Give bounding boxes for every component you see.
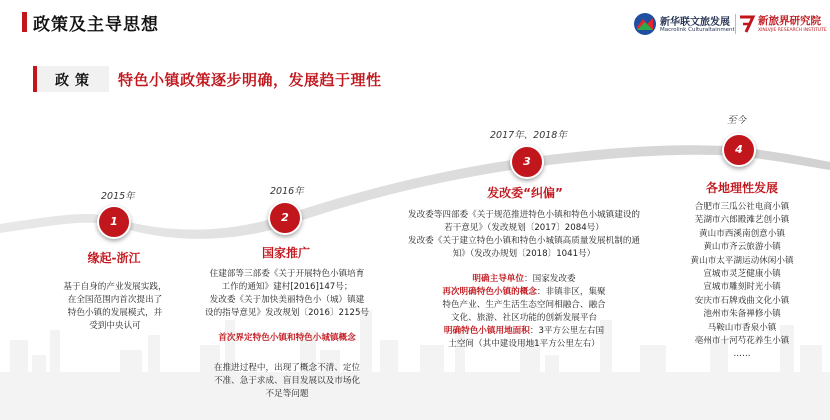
policy-label: 政策 xyxy=(55,73,95,89)
stage3-line: 若干意见》（发改规划〔2017〕2084号） xyxy=(444,223,604,233)
town-list-item: 黄山市西溪南创意小镇 xyxy=(699,228,785,239)
logo1-english-name: Macrolink Culturaltainment xyxy=(660,27,735,33)
stage1-line: 在全国范围内首次提出了 xyxy=(67,295,163,305)
town-list-item: 池州市朱备禅修小镇 xyxy=(703,309,781,320)
stage3-concept xyxy=(413,286,635,299)
stage1-line: 受到中央认可 xyxy=(89,321,141,331)
stage3-number: 3 xyxy=(523,155,531,168)
stage1-marker xyxy=(97,205,131,239)
town-list-item: 宣城市灵芝健康小镇 xyxy=(703,269,781,280)
stage3-line: 发改委《关于建立特色小镇和特色小城镇高质量发展机制的通 xyxy=(407,236,641,246)
stage3-date: 2017年、2018年 xyxy=(490,130,567,141)
stage1-title: 缘起-浙江 xyxy=(87,251,141,265)
stage2-issue-line: 在推进过程中，出现了概念不清、定位 xyxy=(213,363,361,373)
stage1-number: 1 xyxy=(110,215,118,228)
stage1-line: 特色小镇的发展模式，并 xyxy=(67,308,163,318)
stage2-date: 2016年 xyxy=(270,186,304,197)
town-list-item: 马鞍山市香泉小镇 xyxy=(707,322,777,333)
town-list-item: 安庆市石牌戏曲文化小镇 xyxy=(694,295,790,306)
stage3-details xyxy=(413,273,635,351)
stage3-area-line: 土空间（其中建设用地1平方公里左右） xyxy=(448,339,600,349)
stage2-number: 2 xyxy=(281,211,289,224)
town-list-item: 亳州市十河芍花养生小镇 xyxy=(694,336,790,347)
stage3-description xyxy=(393,209,655,261)
town-list-item: …… xyxy=(733,349,751,360)
stage3-unit xyxy=(413,273,635,286)
stage2-description xyxy=(185,268,389,320)
stage2-issue-line: 不准、急于求成、盲目发展以及市场化 xyxy=(213,376,361,386)
stage3-unit-label: 明确主导单位 xyxy=(472,274,524,284)
logo2-english-name: XINLVJIE RESEARCH INSTITUTE xyxy=(758,28,827,33)
stage2-line: 住建部等三部委《关于开展特色小镇培育 xyxy=(209,269,365,279)
stage3-concept-line: ：非镇非区，集聚 xyxy=(536,287,606,297)
page-title: 政策及主导思想 xyxy=(33,15,159,35)
town-list-item: 黄山市齐云旅游小镇 xyxy=(703,242,781,253)
stage2-line: 工作的通知》建村[2016]147号； xyxy=(221,282,353,292)
stage2-issues xyxy=(185,362,389,401)
stage4-marker xyxy=(722,133,756,167)
stage3-concept-line: 特色产业、生产生活生态空间相融合、融合 xyxy=(442,300,606,310)
town-list-item: 宣城市雕刻时光小镇 xyxy=(703,282,781,293)
stage2-highlight: 首次界定特色小镇和特色小城镇概念 xyxy=(218,333,356,343)
stage4-number: 4 xyxy=(735,143,743,156)
stage2-marker xyxy=(268,201,302,235)
stage3-line: 发改委等四部委《关于规范推进特色小镇和特色小城镇建设的 xyxy=(407,210,641,220)
stage1-description xyxy=(40,281,190,333)
stage3-title: 发改委“纠偏” xyxy=(487,186,563,200)
stage2-issue-line: 不足等问题 xyxy=(265,389,309,399)
stage2-title: 国家推广 xyxy=(261,246,310,260)
stage3-unit-value: ：国家发改委 xyxy=(524,274,576,284)
stage2-line: 设的指导意见》发改规划〔2016〕2125号 xyxy=(204,308,370,318)
stage4-title: 各地理性发展 xyxy=(705,181,778,195)
logo1-name: 新华联文旅发展 xyxy=(660,17,730,28)
stage1-date: 2015年 xyxy=(101,191,135,202)
stage3-concept-line: 文化、旅游、社区功能的创新发展平台 xyxy=(450,313,598,323)
stage2-line: 发改委《关于加快美丽特色小（城）镇建 xyxy=(209,295,365,305)
stage3-concept-label: 再次明确特色小镇的概念 xyxy=(442,287,537,297)
stage3-area-line: ：3平方公里左右国 xyxy=(529,326,605,336)
section-headline: 特色小镇政策逐步明确，发展趋于理性 xyxy=(118,71,382,89)
stage4-town-list xyxy=(682,201,802,362)
town-list-item: 合肥市三瓜公社电商小镇 xyxy=(694,202,790,212)
stage4-date: 至今 xyxy=(727,115,747,126)
town-list-item: 黄山市太平湖运动休闲小镇 xyxy=(690,255,794,266)
town-list-item: 芜湖市六郎殿滩艺创小镇 xyxy=(694,215,790,226)
stage3-marker xyxy=(510,145,544,179)
stage3-line: 知》（发改办规划〔2018〕1041号） xyxy=(452,249,596,259)
stage3-area xyxy=(413,325,635,338)
stage3-area-label: 明确特色小镇用地面积 xyxy=(443,326,530,336)
stage1-line: 基于自身的产业发展实践， xyxy=(63,282,167,292)
logo2-name: 新旅界研究院 xyxy=(758,15,821,27)
